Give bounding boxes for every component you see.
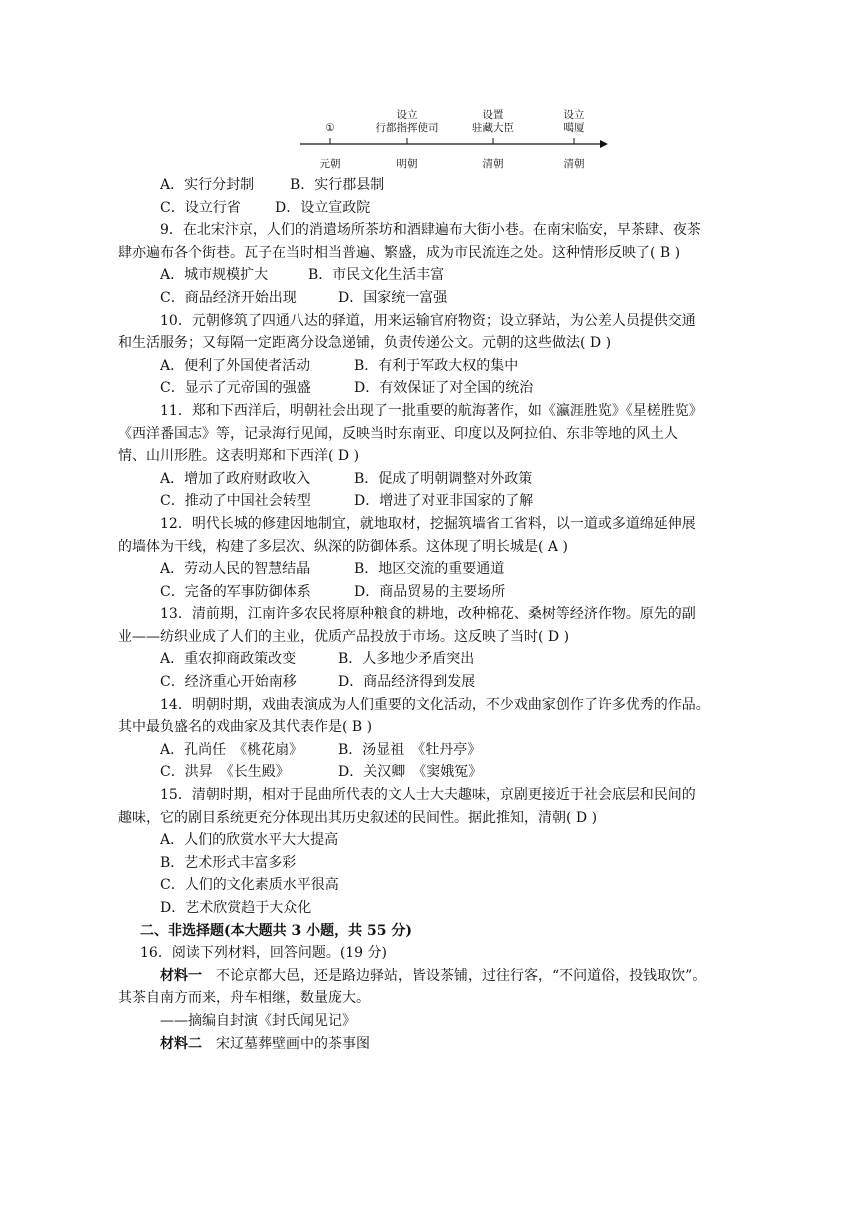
material-2-text: 宋辽墓葬壁画中的茶事图 xyxy=(216,1035,370,1052)
q11-options-row2 xyxy=(160,490,745,513)
q8-option-b: B．实行郡县制 xyxy=(290,177,385,193)
q9-stem-line2: 肆亦遍布各个街巷。瓦子在当时相当普遍、繁盛，成为市民流连之处。这种情形反映了( B ) xyxy=(118,244,681,261)
q10-stem-line1: 10．元朝修筑了四通八达的驿道，用来运输官府物资；设立驿站，为公差人员提供交通 xyxy=(160,312,696,329)
q11-option-b: B．促成了明朝调整对外政策 xyxy=(354,470,533,487)
q8-option-a: A．实行分封制 xyxy=(160,177,255,193)
q13-option-d: D．商品经济得到发展 xyxy=(338,674,476,691)
q12-stem-line1: 12．明代长城的修建因地制宜，就地取材，挖掘筑墙省工省料，以一道或多道绵延伸展 xyxy=(160,515,696,532)
q16-stem: 16．阅读下列材料，回答问题。(19 分) xyxy=(140,945,388,962)
q13-option-a: A．重农抑商政策改变 xyxy=(160,651,297,668)
q10-options-row1 xyxy=(160,355,745,378)
q14-stem-line2: 其中最负盛名的戏曲家及其代表作是( B ) xyxy=(118,719,373,736)
timeline-era-3: 清朝 xyxy=(482,158,504,170)
timeline-era-4: 清朝 xyxy=(563,158,585,170)
q13-stem-line1: 13．清前期，江南许多农民将原种粮食的耕地，改种棉花、桑树等经济作物。原先的副 xyxy=(160,606,696,623)
q9-option-b: B．市民文化生活丰富 xyxy=(308,267,445,284)
timeline-event-1: ① xyxy=(325,122,335,134)
q15-option-a: A．人们的欣赏水平大大提高 xyxy=(160,832,339,849)
material-1-source: ——摘编自封演《封氏闻见记》 xyxy=(160,1012,356,1029)
q10-option-d: D．有效保证了对全国的统治 xyxy=(354,380,534,397)
q13-option-c: C．经济重心开始南移 xyxy=(160,674,297,691)
q11-option-c: C．推动了中国社会转型 xyxy=(160,493,311,510)
q16-material-1 xyxy=(160,965,745,988)
q11-options-row1 xyxy=(160,468,745,491)
q13-stem-line2: 业——纺织业成了人们的主业，优质产品投放于市场。这反映了当时( D ) xyxy=(118,628,570,645)
timeline-era-1: 元朝 xyxy=(319,158,341,170)
q11-stem-line1: 11．郑和下西洋后，明朝社会出现了一批重要的航海著作，如《瀛涯胜览》《星槎胜览》 xyxy=(160,402,703,419)
q9-options-row2 xyxy=(160,287,745,310)
q14-stem-line1: 14．明朝时期，戏曲表演成为人们重要的文化活动，不少戏曲家创作了许多优秀的作品。 xyxy=(160,696,710,713)
timeline-event-2: 设立 行都指挥使司 xyxy=(375,109,439,134)
q12-stem-line2: 的墙体为干线，构建了多层次、纵深的防御体系。这体现了明长城是( A ) xyxy=(118,538,568,555)
material-2-label: 材料二 xyxy=(160,1035,202,1052)
document-body xyxy=(118,174,745,1055)
q15-option-d: D．艺术欣赏趋于大众化 xyxy=(160,900,312,916)
q8-option-c: C．设立行省 xyxy=(160,199,241,216)
q12-options-row2 xyxy=(160,581,745,604)
q10-stem-line2: 和生活服务；又每隔一定距离分设急递铺，负责传递公文。元朝的这些做法( D ) xyxy=(118,335,612,352)
material-1-line2: 其茶自南方而来，舟车相继，数量庞大。 xyxy=(118,990,370,1007)
q14-options-row2 xyxy=(160,761,745,784)
q10-option-b: B．有利于军政大权的集中 xyxy=(354,357,519,374)
q12-option-c: C．完备的军事防御体系 xyxy=(160,583,311,600)
q15-stem-line2: 趣味，它的剧目系统更充分体现出其历史叙述的民间性。据此推知，清朝( D ) xyxy=(118,809,598,826)
q13-option-b: B．人多地少矛盾突出 xyxy=(338,651,475,668)
q10-options-row2 xyxy=(160,377,745,400)
q10-option-c: C．显示了元帝国的强盛 xyxy=(160,380,311,397)
section-heading: 二、非选择题(本大题共 3 小题，共 55 分) xyxy=(140,922,412,939)
q11-option-d: D．增进了对亚非国家的了解 xyxy=(354,493,534,510)
q9-option-c: C．商品经济开始出现 xyxy=(160,289,297,306)
q9-option-a: A．城市规模扩大 xyxy=(160,267,269,284)
q12-option-d: D．商品贸易的主要场所 xyxy=(354,583,506,600)
q14-option-d: D．关汉卿 《窦娥冤》 xyxy=(338,764,483,781)
material-1-text: 不论京都大邑，还是路边驿站，皆设茶铺，过往行客，“不问道俗，投钱取饮”。 xyxy=(216,967,707,984)
q12-options-row1 xyxy=(160,558,745,581)
q8-options-row2 xyxy=(160,197,745,220)
q14-option-c: C．洪昇 《长生殿》 xyxy=(160,764,290,781)
q13-options-row2 xyxy=(160,671,745,694)
q16-material-2 xyxy=(160,1033,745,1056)
q10-option-a: A．便利了外国使者活动 xyxy=(160,357,311,374)
q13-options-row1 xyxy=(160,648,745,671)
timeline-diagram xyxy=(290,104,620,174)
q8-option-d: D．设立宣政院 xyxy=(275,199,371,216)
q15-stem-line1: 15．清朝时期，相对于昆曲所代表的文人士大夫趣味，京剧更接近于社会底层和民间的 xyxy=(160,787,696,804)
timeline-era-2: 明朝 xyxy=(396,158,418,170)
q12-option-a: A．劳动人民的智慧结晶 xyxy=(160,561,311,578)
q15-option-c: C．人们的文化素质水平很高 xyxy=(160,877,339,894)
q15-option-b: B．艺术形式丰富多彩 xyxy=(160,854,297,871)
q9-options-row1 xyxy=(160,264,745,287)
q8-options-row1 xyxy=(160,174,745,197)
q14-option-a: A．孔尚任 《桃花扇》 xyxy=(160,741,304,758)
q12-option-b: B．地区交流的重要通道 xyxy=(354,561,505,578)
timeline-arrow xyxy=(600,140,608,148)
q11-option-a: A．增加了政府财政收入 xyxy=(160,470,311,487)
q11-stem-line3: 情、山川形胜。这表明郑和下西洋( D ) xyxy=(118,448,360,465)
timeline-event-4: 设立 噶厦 xyxy=(563,109,585,134)
q14-options-row1 xyxy=(160,739,745,762)
q9-stem-line1: 9．在北宋汴京，人们的消遣场所茶坊和酒肆遍布大街小巷。在南宋临安，早茶肆、夜茶 xyxy=(160,222,701,239)
q11-stem-line2: 《西洋番国志》等，记录海行见闻，反映当时东南亚、印度以及阿拉伯、东非等地的风土人 xyxy=(118,425,678,442)
material-1-label: 材料一 xyxy=(160,967,202,984)
timeline-event-3: 设置 驻藏大臣 xyxy=(472,109,514,134)
q14-option-b: B．汤显祖 《牡丹亭》 xyxy=(338,741,482,758)
q9-option-d: D．国家统一富强 xyxy=(338,289,448,306)
